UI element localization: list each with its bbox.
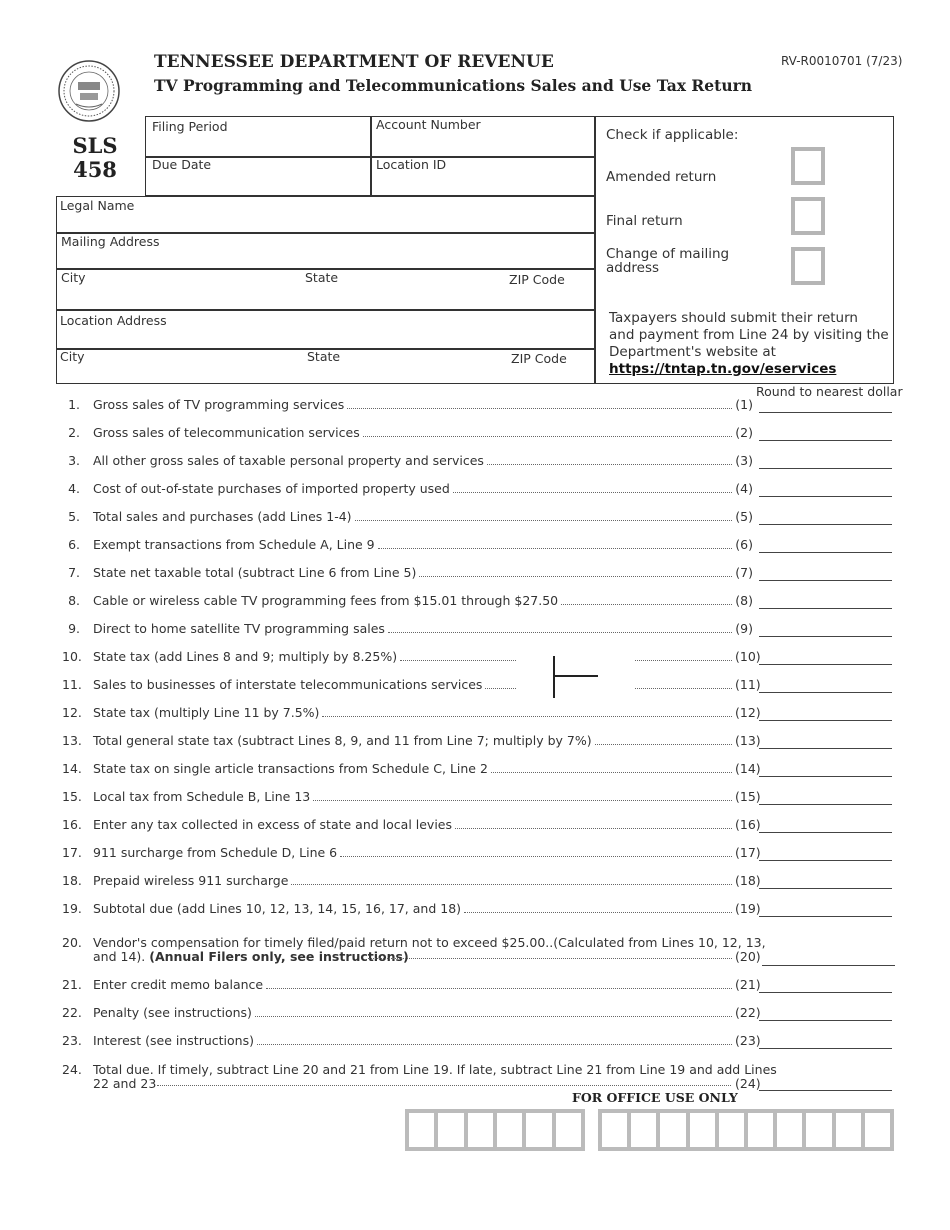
submission-note: Taxpayers should submit their return and payment from Line 24 by visiting the Department's website at https://tntap.tn.gov/eservices (609, 310, 889, 377)
line-input[interactable] (759, 608, 892, 609)
line-input[interactable] (759, 992, 892, 993)
zip-label: ZIP Code (509, 272, 565, 287)
line-item: 23. Interest (see instructions) (23) (62, 1033, 896, 1053)
line-input[interactable] (759, 524, 892, 525)
line-input[interactable] (759, 804, 892, 805)
line-input[interactable] (759, 860, 892, 861)
line-input[interactable] (759, 664, 892, 665)
mailing-address-label: Mailing Address (61, 234, 160, 249)
filing-period-label: Filing Period (152, 119, 228, 134)
account-number-field[interactable] (370, 116, 596, 158)
line-input[interactable] (759, 720, 892, 721)
round-label: Round to nearest dollar (756, 384, 903, 399)
final-return-label: Final return (606, 213, 683, 229)
mailing-city-state-zip-field[interactable] (56, 268, 596, 310)
line-24-input[interactable] (759, 1090, 892, 1091)
form-code: SLS 458 (72, 133, 118, 182)
line-item: 22. Penalty (see instructions) (22) (62, 1005, 896, 1025)
line-input[interactable] (759, 636, 892, 637)
change-mailing-label: Change of mailing address (606, 246, 730, 276)
line-input[interactable] (759, 468, 892, 469)
line-item: 8. Cable or wireless cable TV programming fees from $15.01 through $27.50 (8) (62, 593, 896, 613)
due-date-label: Due Date (152, 157, 212, 172)
location-city-label: City (60, 349, 85, 364)
line-item: 2. Gross sales of telecommunication services (2) (62, 425, 896, 445)
filing-period-field[interactable] (145, 116, 372, 158)
line-item: 5. Total sales and purchases (add Lines 1-4) (5) (62, 509, 896, 529)
change-mailing-checkbox[interactable] (791, 247, 825, 285)
amended-return-label: Amended return (606, 169, 717, 185)
legal-name-field[interactable] (56, 196, 596, 234)
state-label: State (305, 270, 339, 285)
line-item: 10. State tax (add Lines 8 and 9; multiply by 8.25%) (10) (62, 649, 896, 669)
line-20: 20. Vendor's compensation for timely filed/paid return not to exceed $25.00..(Calculated from Lines 10, 12, 13, and 14). (Annual Filers only, see instructions) (20) (62, 935, 896, 967)
line-input[interactable] (759, 1020, 892, 1021)
line-item: 14. State tax on single article transactions from Schedule C, Line 2 (14) (62, 761, 896, 781)
line-item: 15. Local tax from Schedule B, Line 13 (15) (62, 789, 896, 809)
line-input[interactable] (759, 692, 892, 693)
line-input[interactable] (759, 888, 892, 889)
line-item: 6. Exempt transactions from Schedule A, Line 9 (6) (62, 537, 896, 557)
line-input[interactable] (759, 412, 892, 413)
eservices-link[interactable]: https://tntap.tn.gov/eservices (609, 361, 837, 377)
line-item: 19. Subtotal due (add Lines 10, 12, 13, 14, 15, 16, 17, and 18) (19) (62, 901, 896, 921)
location-id-label: Location ID (376, 157, 447, 172)
line-item: 3. All other gross sales of taxable personal property and services (3) (62, 453, 896, 473)
line-item: 13. Total general state tax (subtract Lines 8, 9, and 11 from Line 7; multiply by 7%) (13) (62, 733, 896, 753)
line-item: 17. 911 surcharge from Schedule D, Line 6 (17) (62, 845, 896, 865)
city-label: City (61, 270, 86, 285)
state-seal-logo (58, 60, 120, 122)
amended-return-checkbox[interactable] (791, 147, 825, 185)
line-item: 9. Direct to home satellite TV programming sales (9) (62, 621, 896, 641)
line-item: 11. Sales to businesses of interstate telecommunications services (11) (62, 677, 896, 697)
line-item: 16. Enter any tax collected in excess of state and local levies (16) (62, 817, 896, 837)
line-20-input[interactable] (762, 965, 895, 966)
line-24: 24. Total due. If timely, subtract Line 20 and 21 from Line 19. If late, subtract Line 21 from Line 19 and add Lines 22 and 23 (24) (62, 1062, 896, 1094)
line-item: 1. Gross sales of TV programming services (1) (62, 397, 896, 417)
account-number-label: Account Number (376, 117, 481, 132)
line-item: 21. Enter credit memo balance (21) (62, 977, 896, 997)
location-address-label: Location Address (60, 313, 167, 328)
due-date-field[interactable] (145, 156, 372, 196)
line-input[interactable] (759, 1048, 892, 1049)
line-input[interactable] (759, 580, 892, 581)
line-item: 7. State net taxable total (subtract Line 6 from Line 5) (7) (62, 565, 896, 585)
line-item: 12. State tax (multiply Line 11 by 7.5%) (12) (62, 705, 896, 725)
line-input[interactable] (759, 832, 892, 833)
line-input[interactable] (759, 440, 892, 441)
form-number: RV-R0010701 (7/23) (781, 54, 903, 68)
bracket-marker (552, 654, 600, 700)
mailing-address-field[interactable] (56, 232, 596, 270)
line-item: 18. Prepaid wireless 911 surcharge (18) (62, 873, 896, 893)
line-input[interactable] (759, 748, 892, 749)
line-item: 4. Cost of out-of-state purchases of imported property used (4) (62, 481, 896, 501)
check-heading: Check if applicable: (606, 127, 739, 143)
line-input[interactable] (759, 776, 892, 777)
office-use-label: FOR OFFICE USE ONLY (572, 1090, 738, 1105)
department-name: TENNESSEE DEPARTMENT OF REVENUE (154, 52, 554, 72)
legal-name-label: Legal Name (60, 198, 135, 213)
office-use-grid-1 (405, 1109, 585, 1151)
location-city-state-zip-field[interactable] (56, 348, 596, 384)
office-use-grid-2 (598, 1109, 894, 1151)
line-input[interactable] (759, 496, 892, 497)
location-id-field[interactable] (370, 156, 596, 196)
location-zip-label: ZIP Code (511, 351, 567, 366)
location-address-field[interactable] (56, 310, 596, 350)
final-return-checkbox[interactable] (791, 197, 825, 235)
location-state-label: State (307, 349, 341, 364)
form-title: TV Programming and Telecommunications Sales and Use Tax Return (154, 76, 753, 95)
line-input[interactable] (759, 552, 892, 553)
line-input[interactable] (759, 916, 892, 917)
